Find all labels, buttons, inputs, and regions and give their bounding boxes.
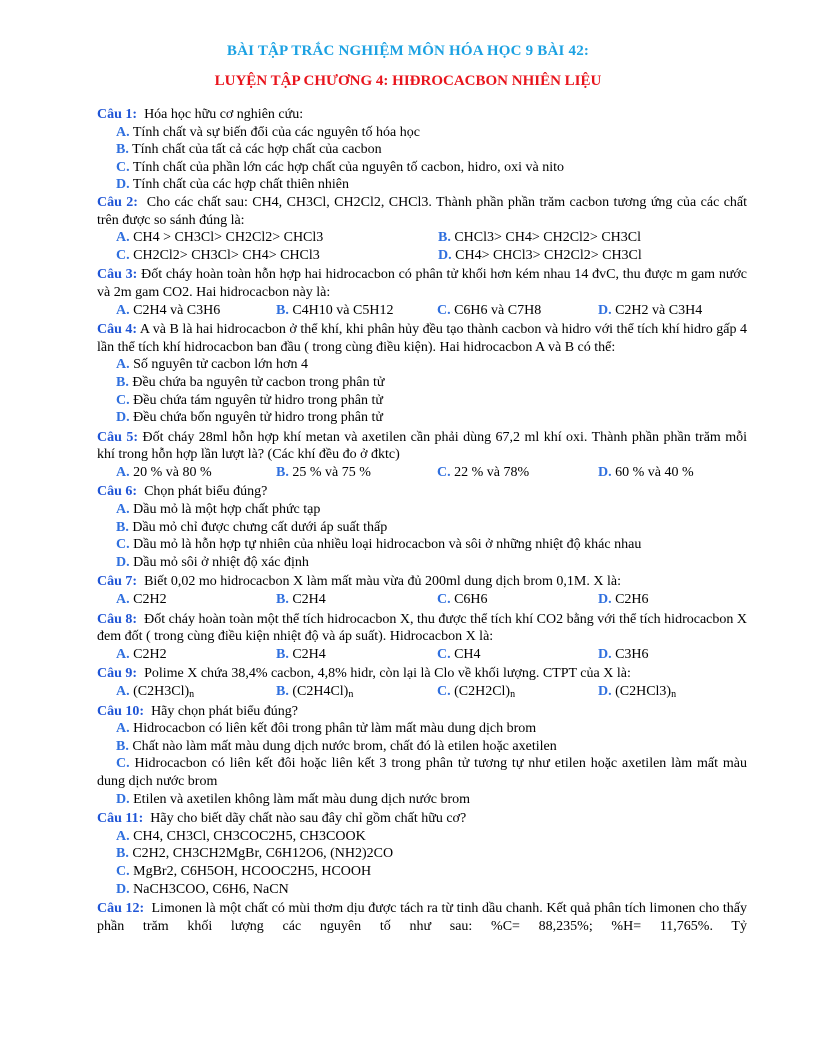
question-label: Câu 3: [97, 267, 138, 283]
question-label: Câu 9: [97, 666, 138, 682]
question-text: Hãy chọn phát biểu đúng? [151, 703, 299, 719]
question-label: Câu 2: [97, 194, 138, 210]
option-d: D. Tính chất của các hợp chất thiên nhiên [116, 177, 350, 193]
document-title-line2: LUYỆN TẬP CHƯƠNG 4: HIĐROCACBON NHIÊN LIỆU [214, 73, 602, 89]
option-a: A. $(C2H3Cl)_n$ [116, 684, 195, 700]
question-label: Câu 5: [97, 429, 139, 445]
option-a: A. CH4 > CH3Cl> CH2Cl2> CHCl3 [116, 230, 324, 246]
option-b: B. 25 % và 75 % [275, 464, 371, 480]
question-label: Câu 8: [97, 611, 138, 627]
option-c: C. 22 % và 78% [436, 464, 530, 480]
option-d: D. $(C2HCl3)_n$ [597, 684, 677, 700]
question-label: Câu 11: [97, 811, 144, 827]
option-b: B. $(C2H4Cl)_n$ [275, 684, 354, 700]
option-d: D. CH4> CHCl3> CH2Cl2> CH3Cl [438, 247, 642, 263]
question-text: Hóa học hữu cơ nghiên cứu: [144, 107, 304, 122]
option-b: B. C2H4 [275, 646, 326, 662]
question-text: Chọn phát biểu đúng? [144, 484, 268, 500]
question-4 [97, 321, 747, 356]
question-text: Đốt cháy 28ml hỗn hợp khí metan và axetilen cần phải dùng 67,2 ml khí oxi. Thành phần phần trăm mỗi khí trong hỗn hợp lần lượt là? (Các khí đều đo ở đktc) [97, 429, 748, 463]
option-c: C. $(C2H2Cl)_n$ [436, 684, 516, 700]
option-c: C. MgBr2, C6H5OH, HCOOC2H5, HCOOH [116, 863, 372, 879]
options-row [97, 646, 747, 664]
question-text: Cho các chất sau: CH4, CH3Cl, CH2Cl2, CHCl3. Thành phần phần trăm cacbon tương ứng của các chất trên được so sánh đúng là: [97, 194, 748, 228]
option-a: A. Hidrocacbon có liên kết đôi trong phân tử làm mất màu dung dịch brom [116, 721, 537, 737]
options-row [97, 229, 747, 247]
option-b: B. CHCl3> CH4> CH2Cl2> CH3Cl [438, 230, 642, 246]
option-a: A. C2H2 [116, 646, 167, 662]
question-1 [97, 106, 747, 124]
option-c: C. CH2Cl2> CH3Cl> CH4> CHCl3 [116, 247, 320, 263]
option-a: A. Số nguyên tử cacbon lớn hơn 4 [116, 357, 308, 373]
question-text: Đốt cháy hoàn toàn một thể tích hidrocacbon X, thu được thể tích khí CO2 bằng với thể tích hidrocacbon X đem đốt ( trong cùng điều kiện nhiệt độ và áp suất). Hidrocacbon X là: [97, 611, 747, 645]
option-b: B. Chất nào làm mất màu dung dịch nước brom, chất đó là etilen hoặc axetilen [116, 738, 557, 754]
option-c: C. Tính chất của phần lớn các hợp chất của nguyên tố cacbon, hidro, oxi và nito [116, 159, 565, 175]
option-c: C. C6H6 và C7H8 [436, 302, 542, 318]
option-b: B. C2H2, CH3CH2MgBr, C6H12O6, (NH2)2CO [116, 846, 394, 862]
option-a: A. Tính chất và sự biến đổi của các nguyên tố hóa học [116, 124, 420, 140]
question-6 [97, 483, 747, 501]
question-9 [97, 665, 747, 683]
option-c: C. C6H6 [436, 592, 488, 608]
question-text: Biết 0,02 mo hidrocacbon X làm mất màu vừa đủ 200ml dung dịch brom 0,1M. X là: [144, 574, 621, 590]
question-label: Câu 7: [97, 574, 138, 590]
question-label: Câu 12: [97, 901, 145, 917]
option-d: D. Dầu mỏ sôi ở nhiệt độ xác định [116, 554, 309, 570]
question-label: Câu 10: [97, 703, 145, 719]
question-5 [97, 429, 747, 464]
options-row [97, 464, 747, 482]
question-3 [97, 266, 747, 301]
option-c: C. CH4 [436, 646, 481, 662]
option-d: D. Etilen và axetilen không làm mất màu dung dịch nước brom [116, 791, 471, 807]
question-text: Polime X chứa 38,4% cacbon, 4,8% hidr, còn lại là Clo về khối lượng. CTPT của X là: [144, 666, 631, 682]
question-text: Limonen là một chất có mùi thơm dịu được tách ra từ tinh dầu chanh. Kết quả phân tích limonen cho thấy phần trăm khối lượng các nguyên tố như sau: %C= 88,235%; %H= 11,765%. Tỷ [97, 901, 747, 934]
question-7 [97, 573, 747, 591]
question-2 [97, 194, 747, 229]
options-row [97, 302, 747, 320]
option-b: B. Tính chất của tất cả các hợp chất của cacbon [116, 142, 382, 158]
option-a: A. C2H4 và C3H6 [116, 302, 221, 318]
question-label: Câu 1: [97, 107, 138, 122]
option-a: A. 20 % và 80 % [116, 464, 212, 480]
options-row [97, 683, 747, 701]
question-11 [97, 810, 747, 828]
option-b: B. Đều chứa ba nguyên tử cacbon trong phân tử [116, 374, 385, 390]
option-a: A. Dầu mỏ là một hợp chất phức tạp [116, 502, 321, 518]
question-label: Câu 4: [97, 322, 138, 338]
question-list [97, 106, 747, 935]
option-d: D. 60 % và 40 % [597, 464, 694, 480]
question-10 [97, 703, 747, 721]
option-c: C. Đều chứa tám nguyên tử hidro trong phân tử [116, 392, 383, 408]
question-8 [97, 611, 747, 646]
option-a: A. C2H2 [116, 592, 167, 608]
option-d: D. NaCH3COO, C6H6, NaCN [116, 881, 289, 897]
option-b: B. C4H10 và C5H12 [275, 302, 394, 318]
options-row [97, 591, 747, 609]
question-text: Hãy cho biết dãy chất nào sau đây chỉ gồm chất hữu cơ? [150, 811, 467, 827]
option-d: D. C2H2 và C3H4 [597, 302, 703, 318]
option-c: C. Dầu mỏ là hỗn hợp tự nhiên của nhiều loại hidrocacbon và sôi ở những nhiệt độ khác nhau [116, 537, 642, 553]
document-title-line1: BÀI TẬP TRẮC NGHIỆM MÔN HÓA HỌC 9 BÀI 42: [226, 43, 590, 59]
option-c: C. Hidrocacbon có liên kết đôi hoặc liên kết 3 trong phân tử tương tự như etilen hoặc axetilen làm mất màu dung dịch nước brom [97, 756, 747, 789]
question-text: A và B là hai hidrocacbon ở thể khí, khi phân hủy đều tạo thành cacbon và hidro với thể tích khí hidro gấp 4 lần thể tích khí hidrocacbon ban đầu ( trong cùng điều kiện). Hai hidrocacbon A và B có thể: [97, 322, 748, 355]
option-d: D. C2H6 [597, 592, 649, 608]
option-b: B. C2H4 [275, 592, 326, 608]
option-b: B. Dầu mỏ chỉ được chưng cất dưới áp suất thấp [116, 519, 388, 535]
question-12 [97, 900, 747, 935]
question-text: Đốt cháy hoàn toàn hỗn hợp hai hidrocacbon có phân tử khối hơn kém nhau 14 đvC, thu được m gam nước và 2m gam CO2. Hai hidrocacbon này là: [97, 267, 748, 300]
option-d: D. Đều chứa bốn nguyên tử hidro trong phân tử [116, 410, 383, 426]
option-d: D. C3H6 [597, 646, 649, 662]
options-row [97, 247, 747, 265]
question-label: Câu 6: [97, 484, 138, 500]
option-a: A. CH4, CH3Cl, CH3COC2H5, CH3COOK [116, 828, 366, 844]
